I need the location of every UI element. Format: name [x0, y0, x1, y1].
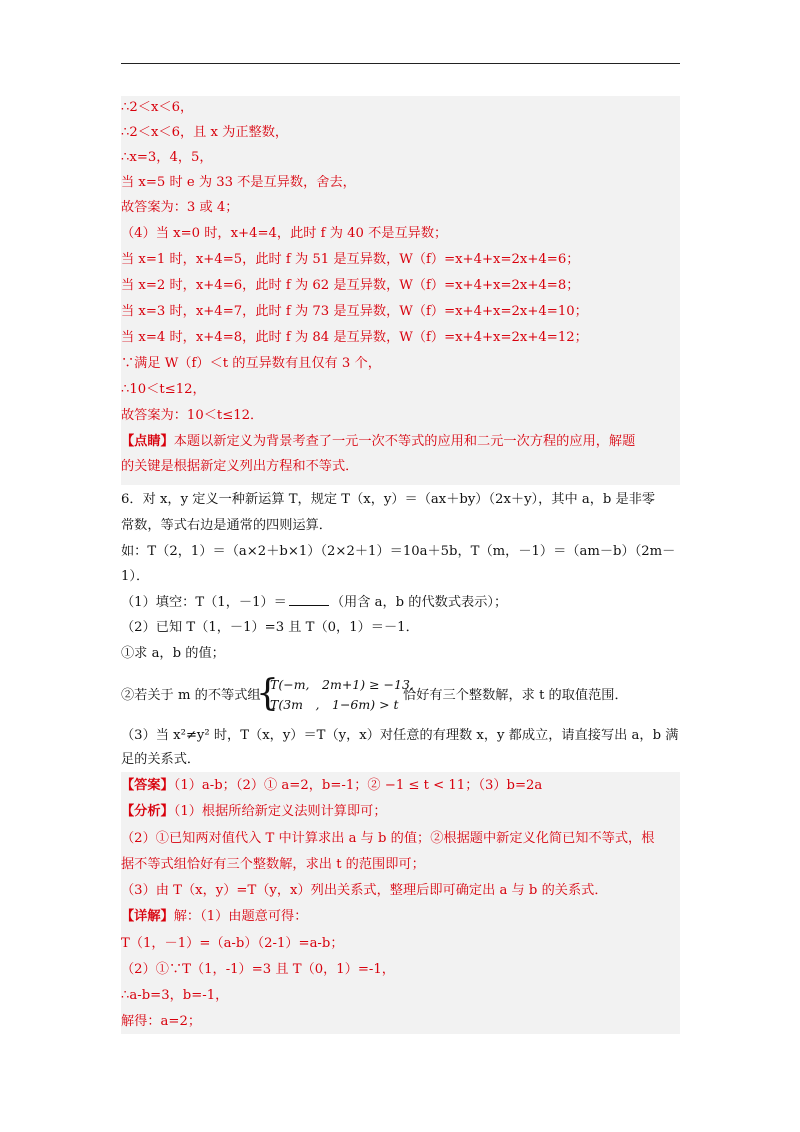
question-2b-prefix: ②若关于 m 的不等式组 — [121, 688, 261, 703]
solution-line: （4）当 x=0 时，x+4=4，此时 f 为 40 不是互异数； — [121, 226, 448, 241]
question-2b — [121, 673, 680, 716]
question-3-line-2: 足的关系式． — [121, 752, 201, 767]
answer-tag: 【答案】 — [121, 778, 174, 793]
inequality-2: T(3m , 1−6m) > t — [270, 697, 399, 712]
question-2: （2）已知 T（1，－1）=3 且 T（0，1）＝－1． — [121, 620, 419, 635]
problem-line: 如：T（2，1）＝（a×2＋b×1）（2×2＋1）＝10a＋5b，T（m，－1）＝（am－b）（2m－ — [121, 544, 676, 559]
solution-block-top — [121, 96, 680, 485]
analysis-text-1: （1）根据所给新定义法则计算即可； — [173, 804, 387, 819]
detail-line-1 — [121, 907, 307, 927]
analysis-line-3: 据不等式组恰好有三个整数解，求出 t 的范围即可； — [121, 857, 425, 872]
problem-line: 6．对 x，y 定义一种新运算 T，规定 T（x，y）＝（ax＋by）（2x＋y），其中 a，b 是非零 — [121, 492, 656, 507]
solution-line: ∴x=3，4，5， — [121, 150, 213, 165]
comment-line-2: 的关键是根据新定义列出方程和不等式． — [121, 459, 359, 474]
detail-line-5: 解得：a=2； — [121, 1014, 202, 1029]
solution-line: 故答案为：3 或 4； — [121, 200, 239, 215]
solution-line: 故答案为：10＜t≤12． — [121, 408, 264, 423]
detail-line-3: （2）①∵T（1，-1）=3 且 T（0，1）=-1， — [121, 962, 395, 977]
analysis-line-2: （2）①已知两对值代入 T 中计算求出 a 与 b 的值；②根据题中新定义化简已知不等式，根 — [121, 831, 655, 846]
question-1-suffix: （用含 a，b 的代数式表示）； — [330, 595, 508, 610]
solution-line: 当 x=3 时，x+4=7，此时 f 为 73 是互异数，W（f）=x+4+x=2x+4=10； — [121, 304, 588, 319]
comment-tag: 【点睛】 — [121, 434, 174, 449]
solution-line: 当 x=4 时，x+4=8，此时 f 为 84 是互异数，W（f）=x+4+x=2x+4=12； — [121, 330, 588, 345]
solution-line: 当 x=1 时，x+4=5，此时 f 为 51 是互异数，W（f）=x+4+x=2x+4=6； — [121, 252, 580, 267]
problem-block — [121, 488, 680, 767]
answer-text: （1）a-b；（2）① a=2，b=-1；② −1 ≤ t < 11；（3）b=2a — [173, 778, 543, 793]
answer-line — [121, 776, 542, 796]
comment-line-1 — [121, 432, 635, 452]
question-3-line-1: （3）当 x²≠y² 时，T（x，y）＝T（y，x）对任意的有理数 x，y 都成立，请直接写出 a，b 满 — [121, 728, 679, 743]
solution-block-bottom — [121, 772, 680, 1034]
inequality-1: T(−m, 2m+1) ≥ −13, — [270, 677, 414, 692]
comment-text-1: 本题以新定义为背景考查了一元一次不等式的应用和二元一次方程的应用，解题 — [173, 434, 636, 449]
answer-blank — [289, 592, 329, 606]
question-2a: ①求 a，b 的值； — [121, 646, 225, 661]
detail-line-2: T（1，－1）=（a-b）（2-1）=a-b； — [121, 936, 344, 951]
problem-line: 1）． — [121, 569, 150, 584]
solution-line: ∵满足 W（f）＜t 的互异数有且仅有 3 个， — [121, 356, 381, 371]
analysis-line-4: （3）由 T（x，y）=T（y，x）列出关系式，整理后即可确定出 a 与 b 的关系式． — [121, 883, 608, 898]
solution-line: 当 x=2 时，x+4=6，此时 f 为 62 是互异数，W（f）=x+4+x=2x+4=8； — [121, 278, 580, 293]
problem-line: 常数，等式右边是通常的四则运算． — [121, 518, 332, 533]
solution-line: ∴10＜t≤12， — [121, 382, 206, 397]
question-1 — [121, 592, 507, 613]
brace-symbol: { — [256, 673, 279, 714]
detail-text-1: 解：（1）由题意可得： — [173, 909, 308, 924]
detail-line-4: ∴a-b=3，b=-1， — [121, 988, 229, 1003]
solution-line: ∴2＜x＜6，且 x 为正整数， — [121, 125, 289, 140]
solution-line: 当 x=5 时 e 为 33 不是互异数，舍去， — [121, 175, 356, 190]
analysis-tag: 【分析】 — [121, 804, 174, 819]
solution-line: ∴2＜x＜6， — [121, 100, 194, 115]
header-rule — [121, 63, 680, 64]
detail-tag: 【详解】 — [121, 909, 174, 924]
question-1-prefix: （1）填空：T（1，－1）＝ — [121, 595, 287, 610]
analysis-line-1 — [121, 802, 387, 822]
question-2b-suffix: 恰好有三个整数解，求 t 的取值范围． — [403, 688, 628, 703]
